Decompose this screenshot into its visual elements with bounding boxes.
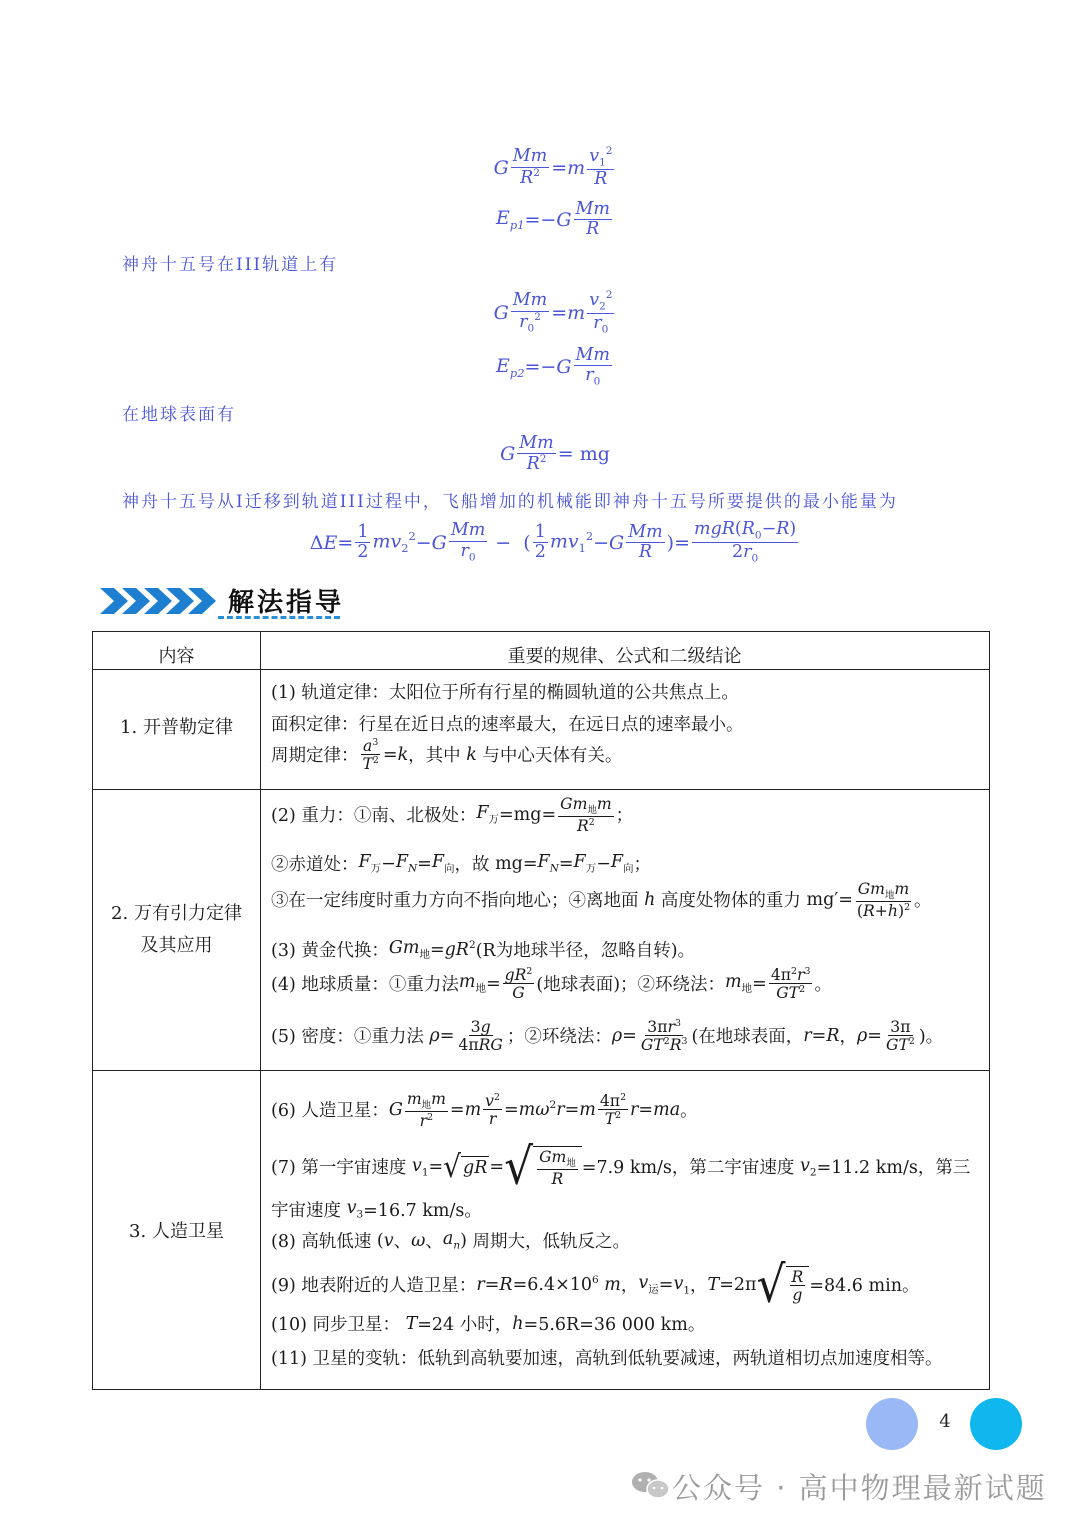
density: (5) 密度：①重力法 ρ = $\frac{3g}{\text{4πRG}}$ ；②环绕法： ρ = $\frac{3\pi r^3}{GT^2R^3}$ (在地球表面， r = R ， ρ = $\frac{3\pi}{GT^2}$ )。 <box>271 1017 944 1055</box>
earth-mass: (4) 地球质量：①重力法 $m_地$ = $\frac{gR^2}{G}$ (地球表面)；②环绕法： $m_地$ = $\frac{4\pi^2r^3}{GT^2}$ 。 <box>271 965 832 1003</box>
satellite-formula-label: (6) 人造卫星： <box>271 1101 389 1122</box>
density-orbit-label: ；②环绕法： <box>506 1027 612 1048</box>
row-label-satellite: 3. 人造卫星 <box>129 1221 224 1242</box>
gravity-poles: (2) 重力：①南、北极处： $F_万$ =mg= $\frac{Gm_地m}{R^2}$ ； <box>271 794 634 836</box>
second-cosmic-velocity-label: =7.9 km/s，第二宇宙速度 <box>581 1158 795 1179</box>
near-earth-satellite: (9) 地表附近的人造卫星： r = R $=6.4\times 10^6$ m ， $v_运$ = $v_1$ ， T =2π √ $\frac{R}{g}$ =84.6 min。 <box>271 1255 920 1314</box>
table-column-divider <box>260 632 261 1389</box>
wechat-icon <box>630 1470 672 1500</box>
table-header-content: 内容 <box>158 646 195 667</box>
page-circle-right <box>970 1398 1022 1450</box>
third-cosmic-velocity-value: =16.7 km/s。 <box>363 1201 482 1221</box>
law-summary-table <box>92 631 990 1390</box>
high-orbit-label: (8) 高轨低速 <box>271 1232 372 1252</box>
gravity-latitude: ③在一定纬度时重力方向不指向地心；④离地面 h 高度处物体的重力 mg′= $\frac{Gm_地m}{(R+h)^2}$ 。 <box>271 879 932 921</box>
golden-substitution-note: (R为地球半径，忽略自转)。 <box>475 941 696 961</box>
geostationary-height: =5.6R=36 000 km。 <box>523 1315 706 1335</box>
text-earth-surface: 在地球表面有 <box>122 405 236 425</box>
gravity-poles-text: (2) 重力：①南、北极处： <box>271 806 477 827</box>
equation-surface-gravity: G $\frac{Mm}{R^2}$ = mg <box>500 433 610 475</box>
density-label: (5) 密度：①重力法 <box>271 1027 424 1048</box>
row-label-kepler: 1. 开普勒定律 <box>120 717 233 738</box>
section-arrows-icon <box>100 586 220 616</box>
near-earth-period: =84.6 min。 <box>809 1276 920 1297</box>
row-label-gravitation <box>93 898 260 962</box>
density-surface-note: (在地球表面， <box>691 1027 804 1048</box>
section-underline <box>218 616 340 619</box>
geostationary-label: (10) 同步卫星： <box>271 1315 400 1335</box>
second-cosmic-velocity-value: =11.2 km/s，第三 <box>816 1158 971 1179</box>
equation-orbit-III-velocity: G $\frac{Mm}{r_0^2}$ = m $\frac{v_2^2}{r_0}$ <box>493 289 613 336</box>
cosmic-velocity: (7) 第一宇宙速度 $v_1$ = √ gR = √ $\frac{Gm_地}{R}$ =7.9 km/s，第二宇宙速度 $v_2$ =11.2 km/s，第三 <box>271 1137 971 1196</box>
gravity-equator-text2: ，故 <box>454 855 490 875</box>
table-row-divider <box>93 669 989 670</box>
text-transfer-energy: 神舟十五号从I迁移到轨道III过程中，飞船增加的机械能即神舟十五号所要提供的最小能量为 <box>122 492 898 512</box>
golden-substitution: (3) 黄金代换： $Gm_地$ = $gR^2$ (R为地球半径，忽略自转)。 <box>271 937 696 961</box>
period-law-text: ，其中 <box>408 746 461 767</box>
kepler-period-law: 周期定律： $\frac{a^3}{T^2}$ = k ，其中 k 与中心天体有关。 <box>271 736 623 774</box>
equation-potential-Ep1: $E_{p1}$ =− G $\frac{Mm}{R}$ <box>496 199 610 240</box>
orbit-transfer: (11) 卫星的变轨：低轨到高轨要加速，高轨到低轨要减速，两轨道相切点加速度相等。 <box>271 1349 943 1369</box>
text-shenzhou-orbit-III: 神舟十五号在III轨道上有 <box>122 255 339 275</box>
watermark-text: 公众号 · 高中物理最新试题 <box>672 1471 1047 1505</box>
gravity-latitude-text: ③在一定纬度时重力方向不指向地心；④离地面 <box>271 891 639 912</box>
kepler-orbit-law: (1) 轨道定律：太阳位于所有行星的椭圆轨道的公共焦点上。 <box>271 683 739 703</box>
equation-delta-energy: Δ E = $\frac{1}{2}$ $mv_2^2$ − G $\frac{Mm}{r_0}$ − ( $\frac{1}{2}$ $mv_1^2$ − G $\frac{Mm}{R}$ )= $\frac{mgR(R_0-R)}{2r_0}$ <box>309 519 797 565</box>
kepler-area-law: 面积定律：行星在近日点的速率最大，在远日点的速率最小。 <box>271 715 744 735</box>
gravity-equator-text: ②赤道处： <box>271 855 359 875</box>
gravity-height-text: 高度处物体的重力 <box>660 891 801 912</box>
row-label-gravitation-line1: 2. 万有引力定律 <box>111 903 242 924</box>
satellite-formula: (6) 人造卫星： G $\frac{m_地m}{r^2}$ = m $\frac{v^2}{r}$ = $m\omega^2r$ = m $\frac{4\pi^2}{T^2}$ r = ma 。 <box>271 1089 698 1131</box>
page-circle-left <box>866 1398 918 1450</box>
high-orbit-low-speed: (8) 高轨低速 ( v 、 ω 、 $a_n$ ) 周期大，低轨反之。 <box>271 1229 631 1252</box>
equation-orbit-I-velocity: G $\frac{Mm}{R^2}$ = m $\frac{v_1^2}{R}$ <box>493 145 613 189</box>
page-number: 4 <box>939 1411 951 1432</box>
earth-mass-label: (4) 地球质量：①重力法 <box>271 975 459 996</box>
period-law-label: 周期定律： <box>271 746 359 767</box>
period-law-text-end: 与中心天体有关。 <box>482 746 623 767</box>
table-row-divider <box>93 789 989 790</box>
third-cosmic-velocity: 宇宙速度 $v_3$ =16.7 km/s。 <box>271 1198 482 1221</box>
earth-mass-orbit-label: (地球表面)；②环绕法： <box>536 975 726 996</box>
first-cosmic-velocity-label: (7) 第一宇宙速度 <box>271 1158 407 1179</box>
equation-potential-Ep2: $E_{p2}$ =− G $\frac{Mm}{r_0}$ <box>496 345 610 388</box>
table-row-divider <box>93 1070 989 1071</box>
geostationary-period: =24 小时， <box>417 1315 513 1335</box>
third-cosmic-velocity-label: 宇宙速度 <box>271 1201 341 1221</box>
gravity-equator: ②赤道处： $F_万$ − $F_N$ = $F_向$ ，故 mg= $F_N$ = $F_万$ − $F_向$ ； <box>271 851 652 875</box>
high-orbit-note: 周期大，低轨反之。 <box>472 1232 631 1252</box>
near-earth-label: (9) 地表附近的人造卫星： <box>271 1276 477 1297</box>
table-header-laws: 重要的规律、公式和二级结论 <box>507 646 742 667</box>
golden-substitution-label: (3) 黄金代换： <box>271 941 389 961</box>
geostationary-satellite: (10) 同步卫星： T =24 小时， h =5.6R=36 000 km。 <box>271 1311 705 1336</box>
row-label-gravitation-line2: 及其应用 <box>140 935 213 956</box>
section-title: 解法指导 <box>228 588 345 618</box>
